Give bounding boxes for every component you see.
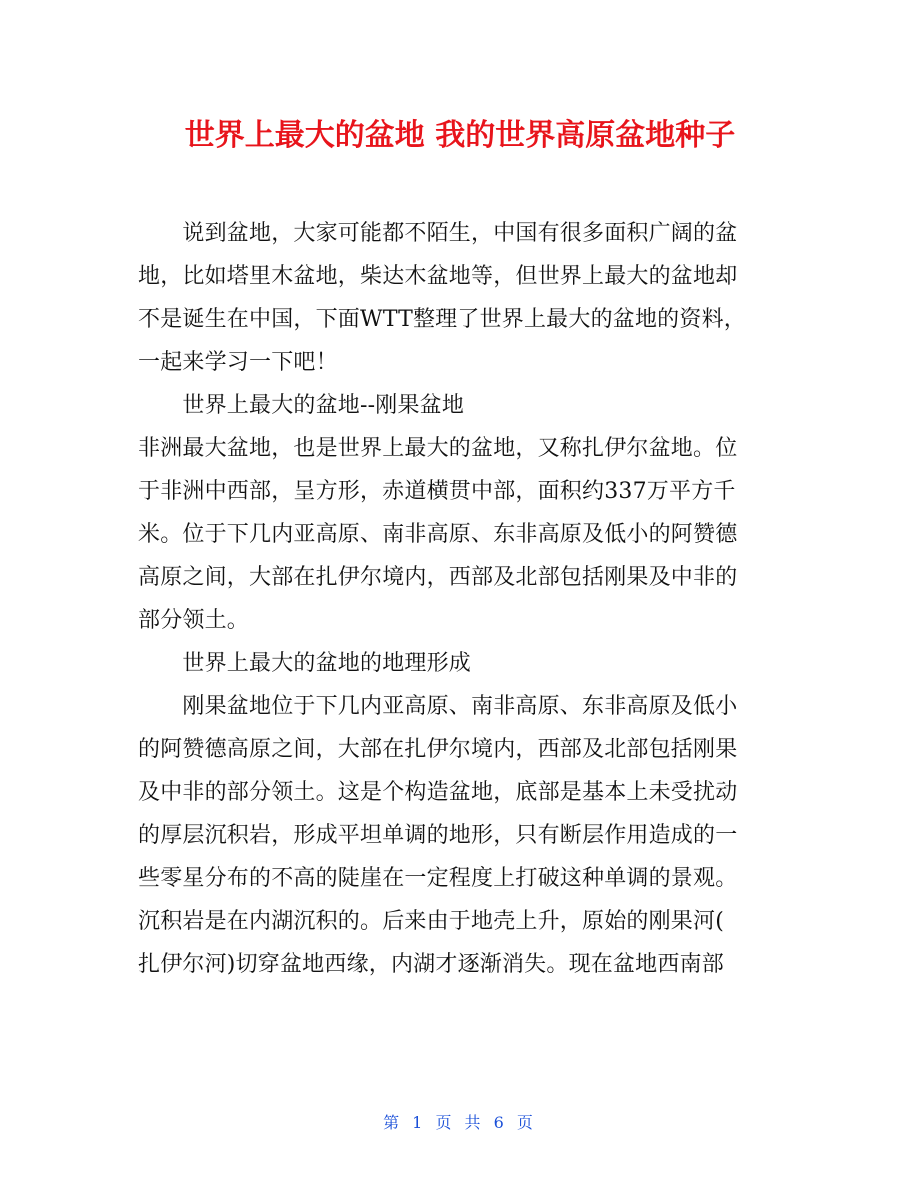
document-title: 世界上最大的盆地 我的世界高原盆地种子 bbox=[184, 118, 736, 153]
body-line-18: 扎伊尔河)切穿盆地西缘，内湖才逐渐消失。现在盆地西南部 bbox=[138, 952, 724, 977]
body-line-17: 沉积岩是在内湖沉积的。后来由于地壳上升，原始的刚果河( bbox=[138, 909, 724, 934]
body-line-6: 非洲最大盆地，也是世界上最大的盆地，又称扎伊尔盆地。位 bbox=[138, 436, 738, 461]
body-line-13: 的阿赞德高原之间，大部在扎伊尔境内，西部及北部包括刚果 bbox=[138, 737, 738, 762]
body-line-7: 于非洲中西部，呈方形，赤道横贯中部，面积约337万平方千 bbox=[138, 479, 736, 504]
body-line-10: 部分领土。 bbox=[138, 608, 250, 633]
body-line-16: 些零星分布的不高的陡崖在一定程度上打破这种单调的景观。 bbox=[138, 866, 738, 891]
body-line-12: 刚果盆地位于下几内亚高原、南非高原、东非高原及低小 bbox=[138, 694, 738, 719]
body-line-3: 不是诞生在中国，下面WTT整理了世界上最大的盆地的资料， bbox=[138, 307, 746, 332]
section-heading-formation: 世界上最大的盆地的地理形成 bbox=[138, 651, 472, 676]
section-heading-congo-basin: 世界上最大的盆地--刚果盆地 bbox=[138, 393, 465, 418]
page-number-footer: 第 1 页 共 6 页 bbox=[383, 1113, 537, 1132]
body-line-14: 及中非的部分领土。这是个构造盆地，底部是基本上未受扰动 bbox=[138, 780, 738, 805]
body-line-2: 地，比如塔里木盆地，柴达木盆地等，但世界上最大的盆地却 bbox=[138, 264, 738, 289]
body-line-8: 米。位于下几内亚高原、南非高原、东非高原及低小的阿赞德 bbox=[138, 522, 738, 547]
body-line-15: 的厚层沉积岩，形成平坦单调的地形，只有断层作用造成的一 bbox=[138, 823, 738, 848]
body-line-1: 说到盆地，大家可能都不陌生，中国有很多面积广阔的盆 bbox=[138, 221, 738, 246]
body-line-9: 高原之间，大部在扎伊尔境内，西部及北部包括刚果及中非的 bbox=[138, 565, 738, 590]
body-line-4: 一起来学习一下吧！ bbox=[138, 350, 338, 375]
